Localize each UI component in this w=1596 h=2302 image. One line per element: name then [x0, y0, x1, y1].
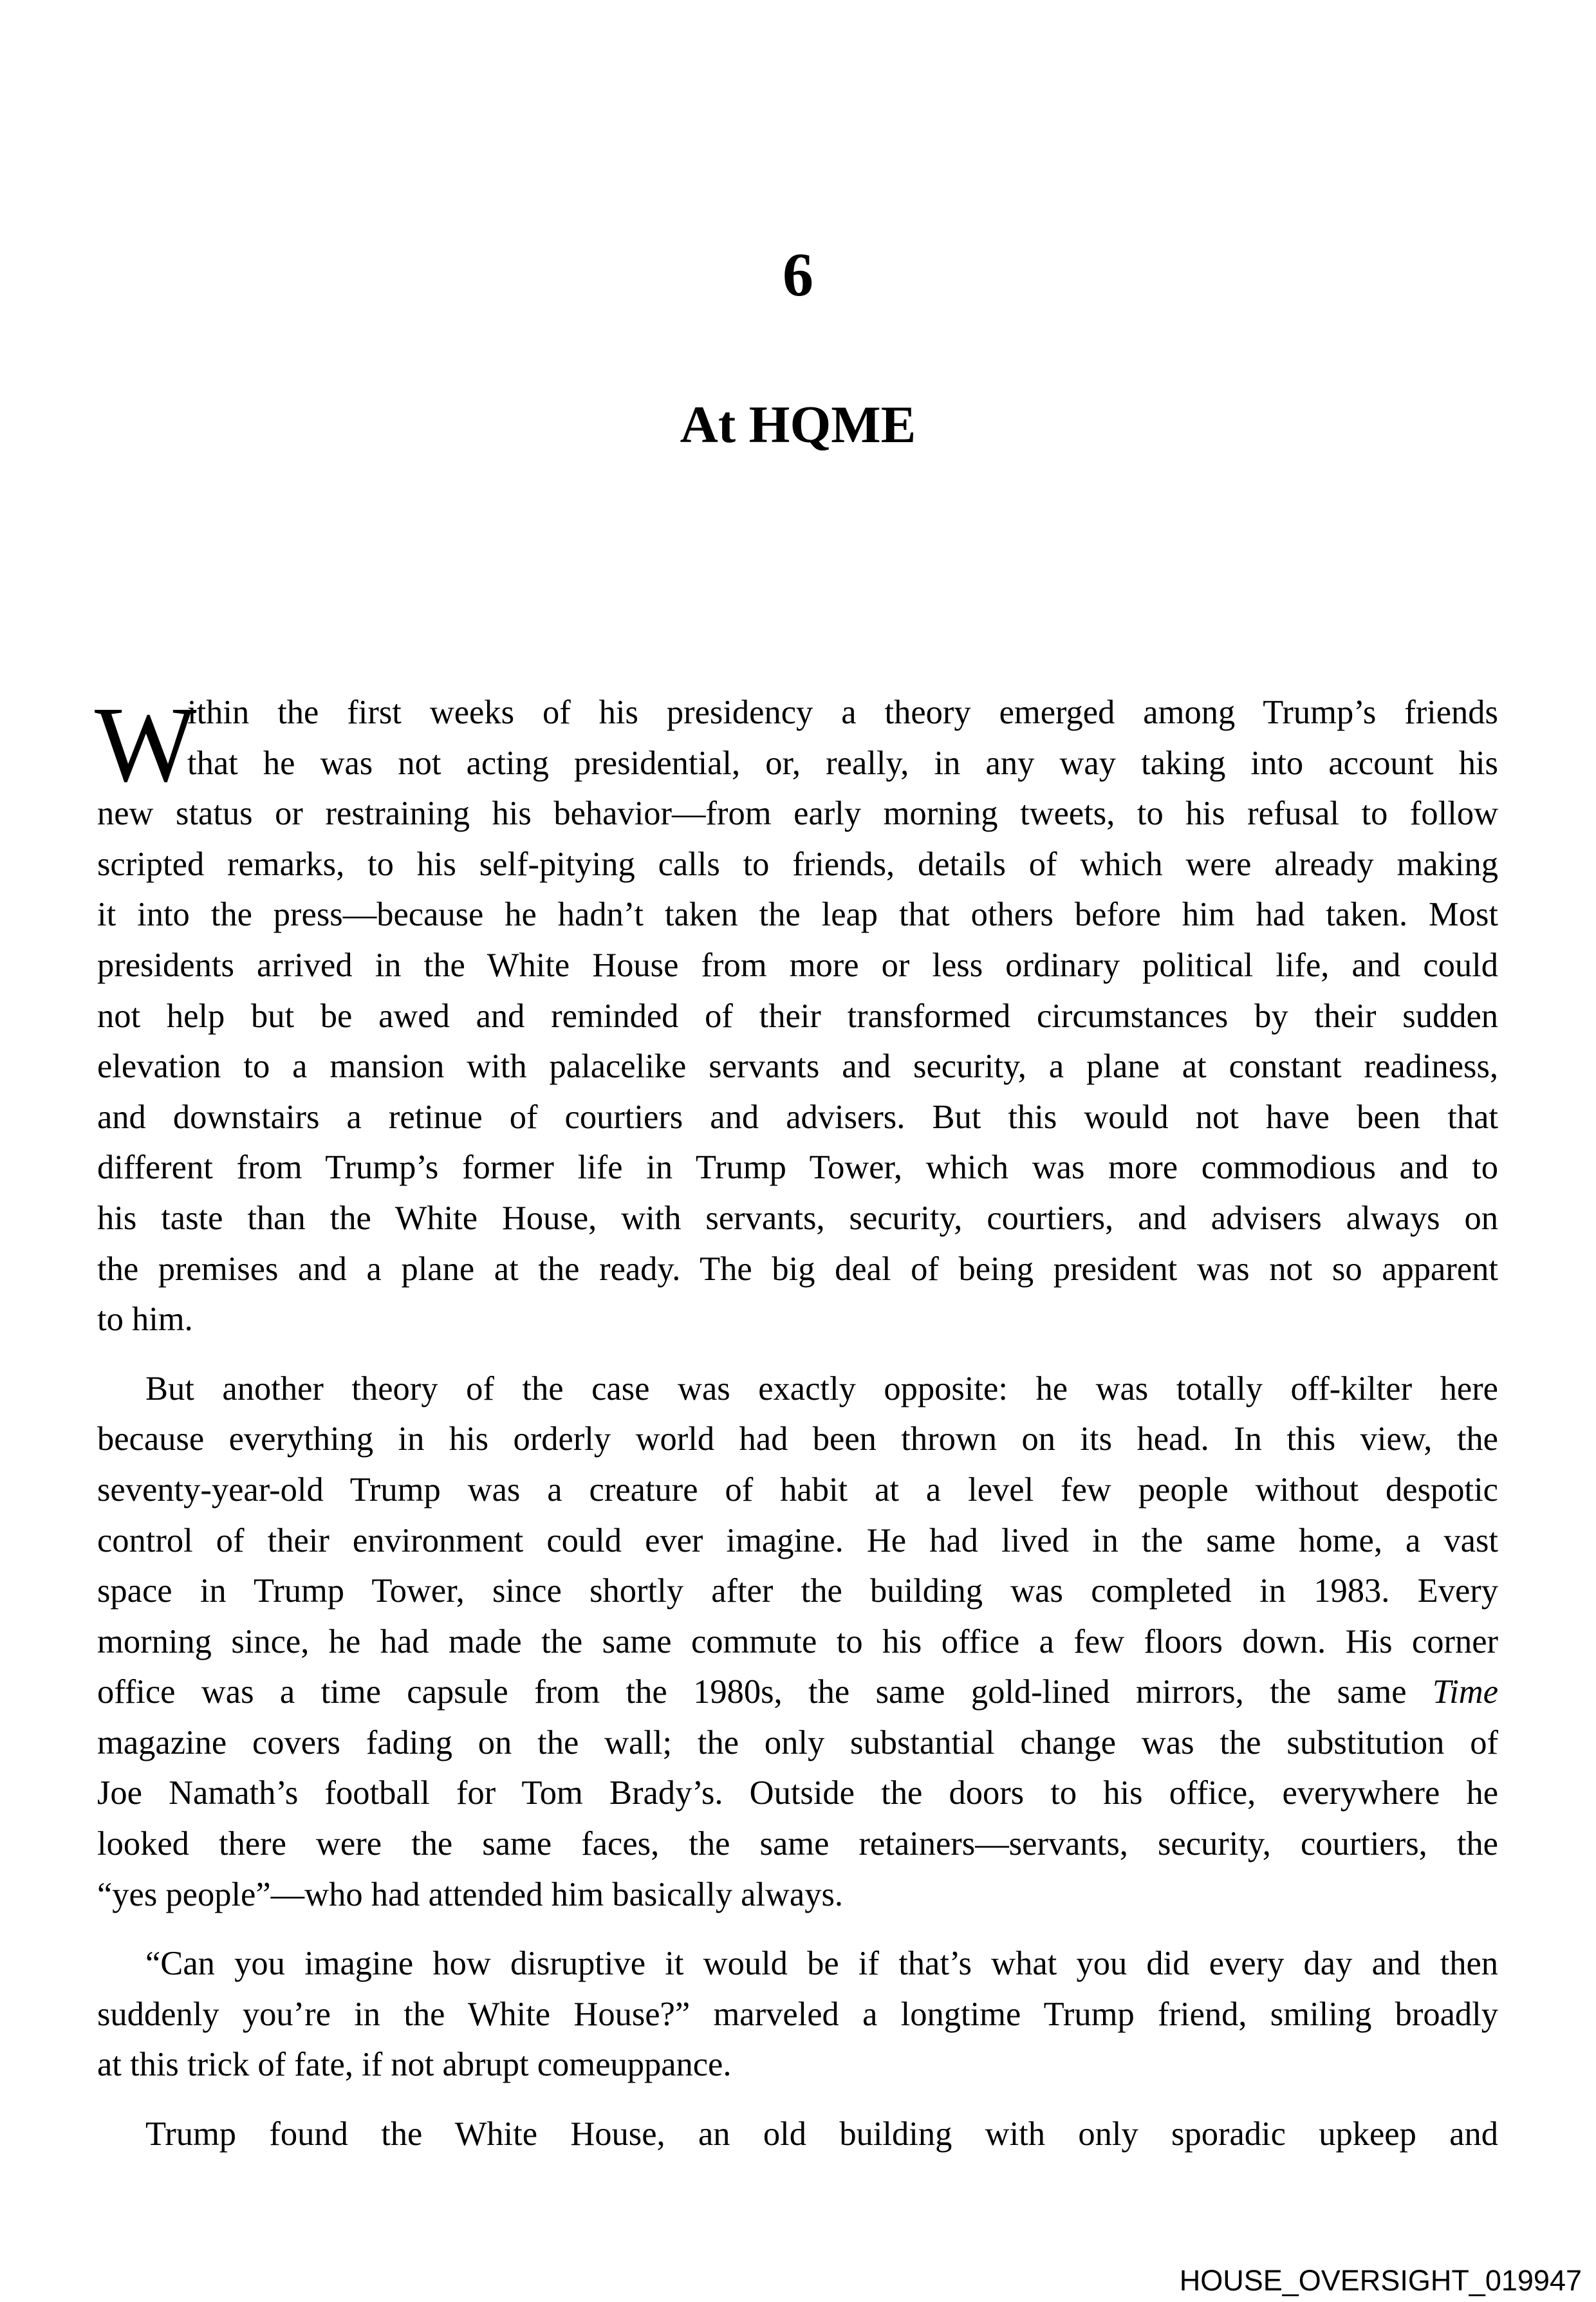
text-line: scripted remarks, to his self-pitying calls to friends, details of which were already making — [97, 845, 1498, 883]
text-line: at this trick of fate, if not abrupt comeuppance. — [97, 2046, 732, 2084]
paragraph-4 — [97, 2109, 1498, 2160]
text-line: to him. — [97, 1301, 193, 1339]
text-line: space in Trump Tower, since shortly after the building was completed in 1983. Every — [97, 1572, 1498, 1610]
text-line: seventy-year-old Trump was a creature of habit at a level few people without despotic — [97, 1471, 1498, 1508]
text-line: because everything in his orderly world had been thrown on its head. In this view, the — [97, 1420, 1498, 1458]
chapter-number: 6 — [783, 240, 813, 309]
chapter-title: At HQME — [680, 395, 916, 454]
text-segment: office was a time capsule from the 1980s, the same gold-lined mirrors, the same — [97, 1673, 1407, 1711]
italic-title: Time — [1432, 1673, 1499, 1711]
text-line: “yes people”—who had attended him basically always. — [97, 1875, 843, 1913]
text-line: that he was not acting presidential, or, really, in any way taking into account his — [187, 744, 1498, 782]
text-line: ithin the first weeks of his presidency a theory emerged among Trump’s friends — [187, 694, 1498, 731]
text-line: morning since, he had made the same commute to his office a few floors down. His corner — [97, 1622, 1498, 1660]
text-line: Trump found the White House, an old building with only sporadic upkeep and — [145, 2115, 1498, 2153]
text-line: new status or restraining his behavior—from early morning tweets, to his refusal to follow — [97, 795, 1498, 833]
text-line: elevation to a mansion with palacelike servants and security, a plane at constant readiness, — [97, 1048, 1498, 1086]
text-line: his taste than the White House, with servants, security, courtiers, and advisers always on — [97, 1199, 1498, 1237]
paragraph-2 — [97, 1364, 1498, 1920]
text-line: magazine covers fading on the wall; the only substantial change was the substitution of — [97, 1723, 1498, 1761]
text-line: But another theory of the case was exactly opposite: he was totally off-kilter here — [145, 1369, 1498, 1407]
text-line: “Can you imagine how disruptive it would be if that’s what you did every day and then — [145, 1945, 1498, 1983]
text-line: Joe Namath’s football for Tom Brady’s. Outside the doors to his office, everywhere he — [97, 1774, 1498, 1812]
text-line: it into the press—because he hadn’t taken the leap that others before him had taken. Most — [97, 896, 1498, 934]
document-id-footer: HOUSE_OVERSIGHT_019947 — [1179, 2264, 1582, 2297]
body-text — [97, 687, 1498, 2160]
text-line-with-italic — [97, 1667, 1498, 1718]
text-line: presidents arrived in the White House from more or less ordinary political life, and could — [97, 946, 1498, 984]
text-line: the premises and a plane at the ready. The big deal of being president was not so apparent — [97, 1250, 1498, 1288]
text-line: not help but be awed and reminded of their transformed circumstances by their sudden — [97, 997, 1498, 1035]
paragraph-3 — [97, 1938, 1498, 2090]
drop-cap: W — [95, 685, 197, 804]
paragraph-gap — [97, 1920, 1498, 1938]
text-line: different from Trump’s former life in Trump Tower, which was more commodious and to — [97, 1149, 1498, 1187]
text-line: and downstairs a retinue of courtiers and advisers. But this would not have been that — [97, 1098, 1498, 1136]
paragraph-gap — [97, 1345, 1498, 1364]
paragraph-1 — [97, 687, 1498, 1345]
text-line: looked there were the same faces, the same retainers—servants, security, courtiers, the — [97, 1825, 1498, 1863]
paragraph-gap — [97, 2090, 1498, 2109]
text-line: suddenly you’re in the White House?” marveled a longtime Trump friend, smiling broadly — [97, 1995, 1498, 2033]
text-line: control of their environment could ever imagine. He had lived in the same home, a vast — [97, 1521, 1498, 1559]
